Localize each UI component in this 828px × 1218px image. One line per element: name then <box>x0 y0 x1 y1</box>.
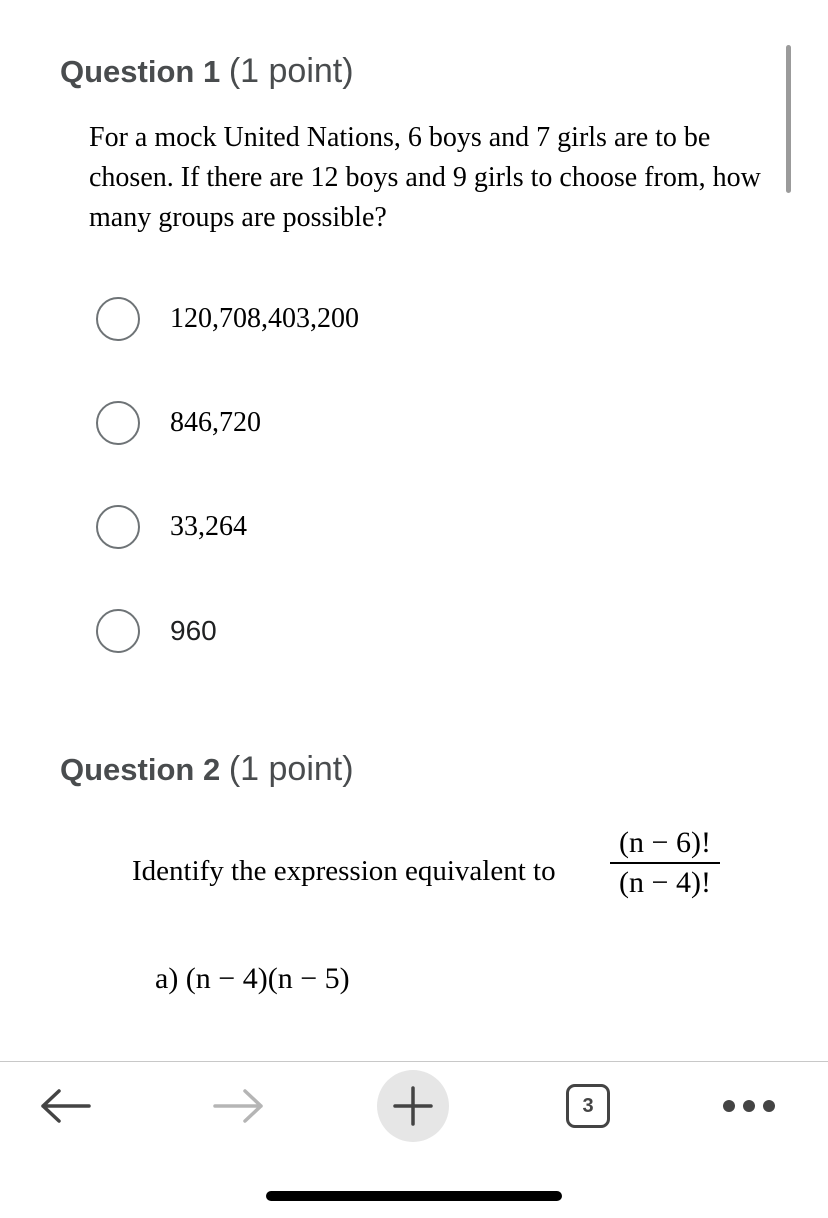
tab-count: 3 <box>582 1094 594 1117</box>
home-indicator[interactable] <box>266 1191 562 1201</box>
option-3[interactable] <box>96 504 247 550</box>
option-1[interactable] <box>96 296 359 342</box>
radio-button[interactable] <box>96 505 140 549</box>
fraction-denominator: (n − 4)! <box>619 866 711 899</box>
forward-button[interactable] <box>210 1082 268 1130</box>
option-2-label: 846,720 <box>170 407 261 438</box>
more-icon <box>721 1098 777 1114</box>
arrow-right-icon <box>213 1088 265 1124</box>
plus-icon <box>391 1084 435 1128</box>
radio-button[interactable] <box>96 297 140 341</box>
option-2[interactable] <box>96 400 261 446</box>
radio-button[interactable] <box>96 401 140 445</box>
tabs-button[interactable] <box>565 1083 611 1129</box>
fraction-bar <box>610 862 720 864</box>
question-2-points: (1 point) <box>228 750 354 788</box>
question-1-points: (1 point) <box>228 52 354 90</box>
question-2-prompt: Identify the expression equivalent to <box>132 855 556 887</box>
back-button[interactable] <box>36 1082 94 1130</box>
option-1-label: 120,708,403,200 <box>170 303 359 334</box>
question-2-option-a: a) (n − 4)(n − 5) <box>155 962 350 995</box>
radio-button[interactable] <box>96 609 140 653</box>
question-2-number: Question 2 <box>60 752 221 787</box>
question-2-header <box>60 750 354 789</box>
option-4[interactable] <box>96 608 217 654</box>
new-tab-button[interactable] <box>377 1070 449 1142</box>
option-3-label: 33,264 <box>170 511 247 542</box>
browser-toolbar <box>0 1062 828 1152</box>
option-4-label: 960 <box>170 615 217 646</box>
arrow-left-icon <box>39 1088 91 1124</box>
question-1-header <box>60 52 354 91</box>
question-1-prompt: For a mock United Nations, 6 boys and 7 girls are to be chosen. If there are 12 boys and 9 girls to choose from, how many groups are possible? <box>89 122 761 233</box>
tabs-icon <box>566 1084 610 1128</box>
expression-fraction <box>610 826 720 900</box>
question-1-number: Question 1 <box>60 54 221 89</box>
fraction-numerator: (n − 6)! <box>619 826 711 859</box>
more-menu-button[interactable] <box>718 1092 780 1120</box>
